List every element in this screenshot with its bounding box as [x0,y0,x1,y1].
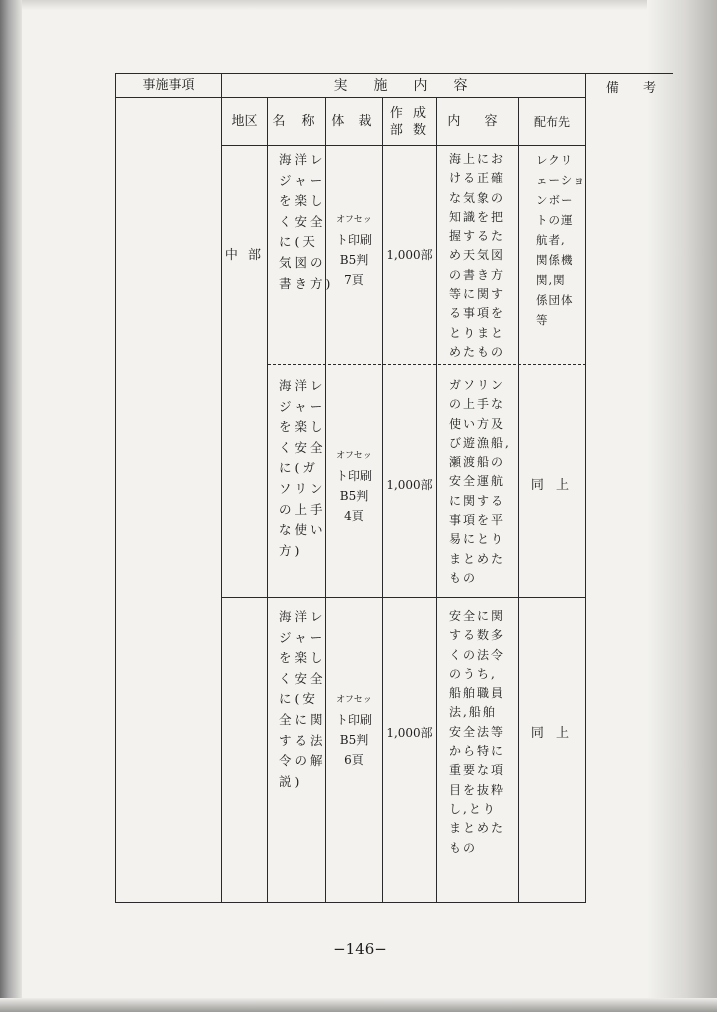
header-implementation-content: 実 施 内 容 [333,77,474,94]
row3-format-line3: B5判 [339,733,369,747]
subheader-copies: 作 成 部 数 [389,105,430,138]
row1-region: 中 部 [224,247,265,263]
row3-copies: 1,000部 [386,726,433,740]
page-number: −146− [333,940,387,958]
table-left-border [115,73,116,903]
header-remarks: 備 考 [605,80,667,96]
row3-format-line4: 6頁 [344,753,364,767]
row2-format-line3: B5判 [339,489,369,503]
row1-format [325,210,383,290]
row3-format-line2: ト印刷 [335,713,372,727]
row1-dashed-divider [268,364,586,365]
subheader-content: 内 容 [447,114,508,129]
row2-format-line2: ト印刷 [335,469,372,483]
header-implementation-item: 事施事項 [142,78,195,93]
row2-format [325,446,383,526]
region-col-divider [267,97,268,903]
subheader-distribution: 配布先 [533,114,570,129]
scan-shadow-left [0,0,22,1012]
row2-copies: 1,000部 [386,478,433,492]
scan-shadow-top [0,0,717,10]
scan-shadow-bottom [0,998,717,1012]
row1-name: 海洋レ ジャー を楽し く安全 に(天 気図の 書き方) [279,152,334,291]
row2-divider [221,597,586,598]
row2-content: ガソリン の上手な 使い方及 び遊漁船, 瀬渡船の 安全運航 に関する 事項を平 易にとり まとめた もの [449,378,511,585]
row1-format-line2: ト印刷 [335,233,372,247]
row3-format-line1: オフセッ [336,695,372,705]
subheader-region: 地区 [231,114,258,129]
row1-copies: 1,000部 [386,248,433,262]
scan-shadow-right [647,0,717,1012]
row1-format-line1: オフセッ [336,215,372,225]
table-bottom-border [115,902,586,903]
subheader-name: 名 称 [272,114,321,129]
row3-format [325,690,383,770]
row1-content: 海上にお ける正確 な気象の 知識を把 握するた め天気図 の書き方 等に関す る事項を とりまと めたもの [449,152,506,359]
copies-col-divider [436,97,437,903]
row2-format-line4: 4頁 [344,509,364,523]
row2-format-line1: オフセッ [336,451,372,461]
row1-distribution: レクリ ェーショ ンボー トの運 航者, 関係機 関,関 係団体 等 [536,153,586,327]
row2-distribution: 同 上 [530,477,574,493]
content-col-divider [518,97,519,903]
row1-format-line4: 7頁 [344,273,364,287]
subheader-format: 体 裁 [331,114,377,129]
row3-name: 海洋レ ジャー を楽し く安全 に(安 全に関 する法 令の解 説) [279,609,326,789]
row3-distribution: 同 上 [530,725,574,741]
row2-name: 海洋レ ジャー を楽し く安全 に(ガ ソリン の上手 な使い 方) [279,378,326,558]
col1-divider [221,73,222,903]
subheader-divider [221,145,586,146]
row3-content: 安全に関 する数多 くの法令 のうち, 船舶職員 法,船舶 安全法等 から特に 重要な項 目を抜粋 し,とり まとめた もの [449,609,506,855]
row1-format-line3: B5判 [339,253,369,267]
